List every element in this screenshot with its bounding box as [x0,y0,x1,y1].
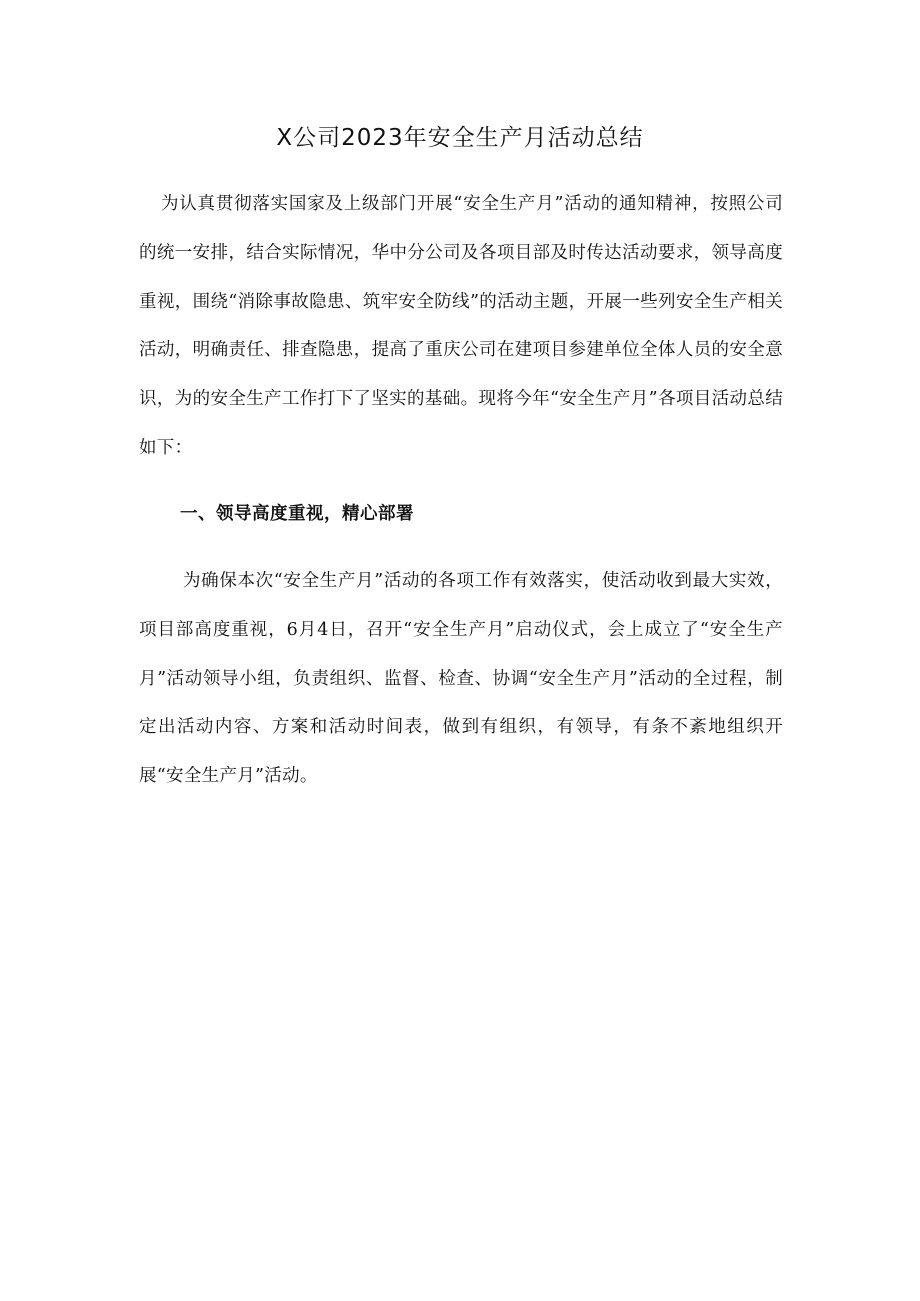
section-heading: 一、领导高度重视，精心部署 [180,504,414,524]
section-paragraph: 为确保本次“安全生产月”活动的各项工作有效落实，使活动收到最大实效，项目部高度重视，6月4日，召开“安全生产月”启动仪式，会上成立了“安全生产月”活动领导小组，负责组织、监督、检查、协调“安全生产月”活动的全过程，制定出活动内容、方案和活动时间表，做到有组织，有领导，有条不紊地组织开展“安全生产月”活动。 [139,571,783,787]
document-title: X公司2023年安全生产月活动总结 [276,125,644,151]
intro-paragraph: 为认真贯彻落实国家及上级部门开展“安全生产月”活动的通知精神，按照公司的统一安排，结合实际情况，华中分公司及各项目部及时传达活动要求，领导高度重视，围绕“消除事故隐患、筑牢安全防线”的活动主题，开展一些列安全生产相关活动，明确责任、排查隐患，提高了重庆公司在建项目参建单位全体人员的安全意识，为的安全生产工作打下了坚实的基础。现将今年“安全生产月”各项目活动总结如下： [139,194,783,458]
